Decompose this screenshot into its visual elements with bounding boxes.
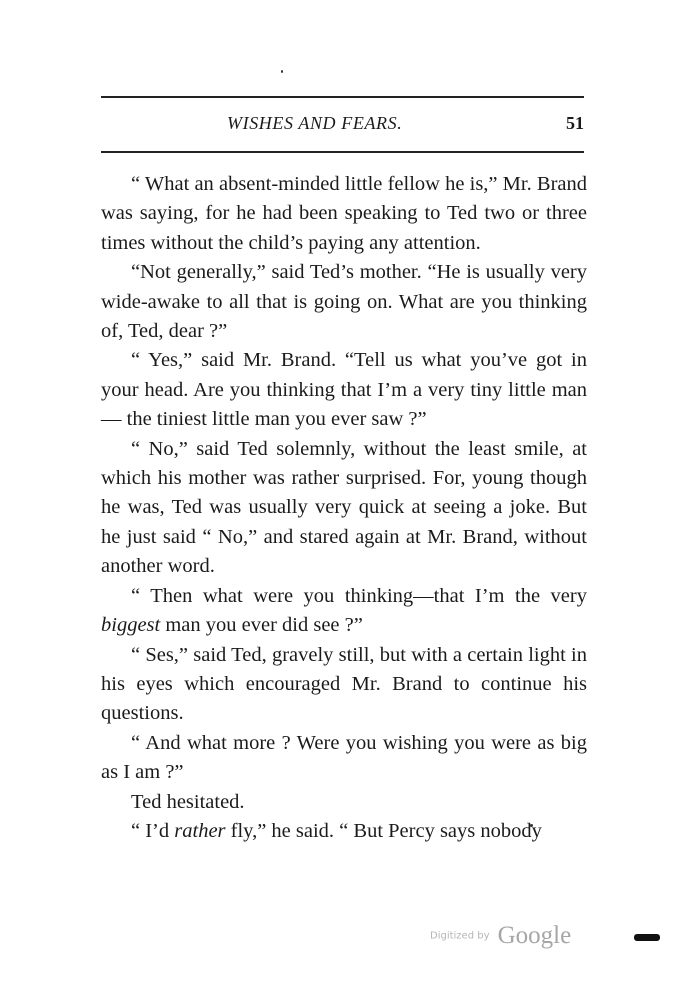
- paragraph: [101, 258, 587, 346]
- paragraph: [101, 170, 587, 258]
- page-number: 51: [566, 113, 584, 133]
- text-run: “ What an absent-minded little fellow he is,” Mr. Brand was saying, for he had been speaking to Ted two or three times without the child’s paying any attention.: [101, 173, 587, 254]
- paragraph: [101, 435, 587, 582]
- italic-emphasis: rather: [174, 819, 226, 842]
- paragraph: [101, 641, 587, 729]
- watermark-brand: Google: [497, 922, 572, 949]
- paragraph: [101, 582, 587, 641]
- text-run: Ted hesitated.: [131, 790, 245, 813]
- text-run: “ Yes,” said Mr. Brand. “Tell us what you’ve got in your head. Are you thinking that I’m a very tiny little man — the tiniest little man you ever saw ?”: [101, 349, 587, 431]
- scan-edge-mark: [634, 934, 660, 941]
- text-run: “ Ses,” said Ted, gravely still, but with a certain light in his eyes which encouraged Mr. Brand to continue his questions.: [101, 643, 587, 725]
- header-bottom-rule: [101, 151, 584, 153]
- paragraph: [101, 817, 587, 846]
- text-run: man you ever did see ?”: [160, 614, 363, 637]
- page-header: [101, 113, 584, 139]
- paragraph: [101, 729, 587, 788]
- text-run: “Not generally,” said Ted’s mother. “He is usually very wide-awake to all that is going on. What are you thinking of, Ted, dear ?”: [101, 261, 587, 343]
- watermark-prefix: Digitized by: [430, 930, 490, 942]
- text-run: “ And what more ? Were you wishing you were as big as I am ?”: [101, 731, 587, 784]
- text-run: “ Then what were you thinking—that I’m the very: [131, 584, 587, 607]
- body-text: [101, 170, 587, 846]
- digitization-watermark: [430, 922, 571, 950]
- text-run: fly,” he said. “ But Percy says nobody: [225, 819, 542, 842]
- paragraph: [101, 346, 587, 434]
- paragraph: [101, 788, 587, 817]
- text-run: “ I’d: [131, 819, 175, 842]
- page-speck: [281, 70, 283, 73]
- text-run: “ No,” said Ted solemnly, without the least smile, at which his mother was rather surprised. For, young though he was, Ted was usually very quick at seeing a joke. But he just said “ No,” and stared again at Mr. Brand, without another word.: [101, 437, 587, 578]
- header-top-rule: [101, 96, 584, 98]
- running-head: WISHES AND FEARS.: [227, 113, 403, 133]
- italic-emphasis: biggest: [101, 614, 161, 637]
